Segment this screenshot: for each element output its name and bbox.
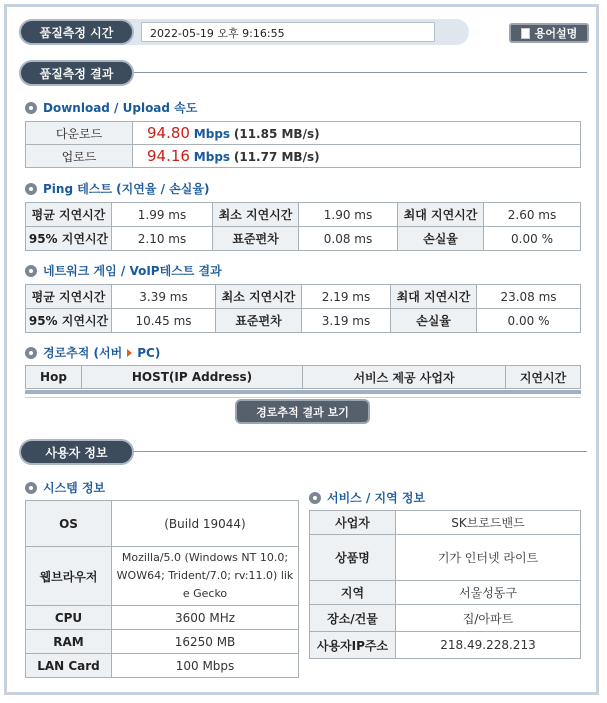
game-loss-value: 0.00 % (477, 309, 581, 333)
region-value: 서울성동구 (396, 581, 581, 605)
os-label: OS (26, 501, 112, 547)
ping-avg-value: 1.99 ms (112, 203, 213, 227)
download-value-cell (133, 122, 581, 145)
place-value: 집/아파트 (396, 605, 581, 632)
system-title: 시스템 정보 (25, 479, 105, 496)
product-label: 상품명 (310, 535, 396, 581)
game-max-value: 23.08 ms (477, 285, 581, 309)
time-label: 품질측정 시간 (19, 19, 134, 45)
product-value: 기가 인터넷 라이트 (396, 535, 581, 581)
download-mbs: (11.85 MB/s) (233, 127, 320, 141)
ping-std-value: 0.08 ms (299, 227, 398, 251)
service-table (309, 510, 581, 659)
trace-header-host: HOST(IP Address) (82, 366, 303, 389)
upload-unit: Mbps (193, 150, 231, 164)
download-label: 다운로드 (26, 122, 133, 145)
help-button-label: 용어설명 (534, 27, 578, 40)
results-title: 품질측정 결과 (19, 60, 134, 86)
game-std-value: 3.19 ms (302, 309, 391, 333)
upload-mbs: (11.77 MB/s) (233, 150, 320, 164)
result-panel (4, 4, 599, 695)
help-button[interactable] (509, 23, 589, 43)
ping-table (25, 202, 581, 251)
ping-loss-label: 손실율 (398, 227, 484, 251)
game-p95-value: 10.45 ms (112, 309, 216, 333)
trace-header-isp: 서비스 제공 사업자 (303, 366, 506, 389)
upload-value-cell (133, 145, 581, 168)
ping-min-label: 최소 지연시간 (213, 203, 299, 227)
game-min-value: 2.19 ms (302, 285, 391, 309)
lan-value: 100 Mbps (112, 654, 299, 678)
ping-max-label: 최대 지연시간 (398, 203, 484, 227)
ram-value: 16250 MB (112, 630, 299, 654)
game-table (25, 284, 581, 333)
browser-label: 웹브라우저 (26, 547, 112, 606)
bullet-icon (25, 102, 37, 114)
download-unit: Mbps (193, 127, 231, 141)
speed-table (25, 121, 581, 168)
bullet-icon (25, 482, 37, 494)
ping-p95-label: 95% 지연시간 (26, 227, 112, 251)
cpu-label: CPU (26, 606, 112, 630)
ping-avg-label: 평균 지연시간 (26, 203, 112, 227)
ram-label: RAM (26, 630, 112, 654)
upload-label: 업로드 (26, 145, 133, 168)
system-table (25, 500, 299, 678)
trace-header-hop: Hop (26, 366, 82, 389)
game-title: 네트워크 게임 / VoIP테스트 결과 (25, 262, 222, 279)
speed-title: Download / Upload 속도 (25, 99, 197, 116)
game-std-label: 표준편차 (216, 309, 302, 333)
ip-value: 218.49.228.213 (396, 632, 581, 659)
trace-header-latency: 지연시간 (506, 366, 581, 389)
game-p95-label: 95% 지연시간 (26, 309, 112, 333)
ping-min-value: 1.90 ms (299, 203, 398, 227)
isp-value: SK브로드밴드 (396, 511, 581, 535)
place-label: 장소/건물 (310, 605, 396, 632)
download-value: 94.80 (147, 124, 190, 142)
lan-label: LAN Card (26, 654, 112, 678)
upload-value: 94.16 (147, 147, 190, 165)
user-title: 사용자 정보 (19, 439, 134, 465)
game-min-label: 최소 지연시간 (216, 285, 302, 309)
cpu-value: 3600 MHz (112, 606, 299, 630)
results-divider (127, 72, 587, 73)
ping-title: Ping 테스트 (지연율 / 손실율) (25, 180, 209, 197)
service-title: 서비스 / 지역 정보 (309, 489, 425, 506)
bullet-icon (25, 265, 37, 277)
game-avg-label: 평균 지연시간 (26, 285, 112, 309)
game-avg-value: 3.39 ms (112, 285, 216, 309)
time-value: 2022-05-19 오후 9:16:55 (141, 22, 435, 42)
trace-table-footer (25, 390, 581, 394)
isp-label: 사업자 (310, 511, 396, 535)
ping-loss-value: 0.00 % (484, 227, 581, 251)
game-loss-label: 손실율 (391, 309, 477, 333)
document-icon (521, 28, 530, 39)
os-value: (Build 19044) (112, 501, 299, 547)
trace-table (25, 365, 581, 389)
trace-result-button[interactable]: 경로추적 결과 보기 (235, 399, 370, 424)
bullet-icon (309, 492, 321, 504)
browser-value: Mozilla/5.0 (Windows NT 10.0; WOW64; Trident/7.0; rv:11.0) like Gecko (112, 547, 299, 606)
bullet-icon (25, 183, 37, 195)
region-label: 지역 (310, 581, 396, 605)
trace-title: 경로추적 (서버 PC) (25, 344, 160, 361)
ip-label: 사용자IP주소 (310, 632, 396, 659)
arrow-right-icon (127, 349, 132, 357)
ping-max-value: 2.60 ms (484, 203, 581, 227)
ping-p95-value: 2.10 ms (112, 227, 213, 251)
user-divider (127, 451, 587, 452)
ping-std-label: 표준편차 (213, 227, 299, 251)
bullet-icon (25, 347, 37, 359)
trace-button-bar (25, 397, 581, 398)
game-max-label: 최대 지연시간 (391, 285, 477, 309)
